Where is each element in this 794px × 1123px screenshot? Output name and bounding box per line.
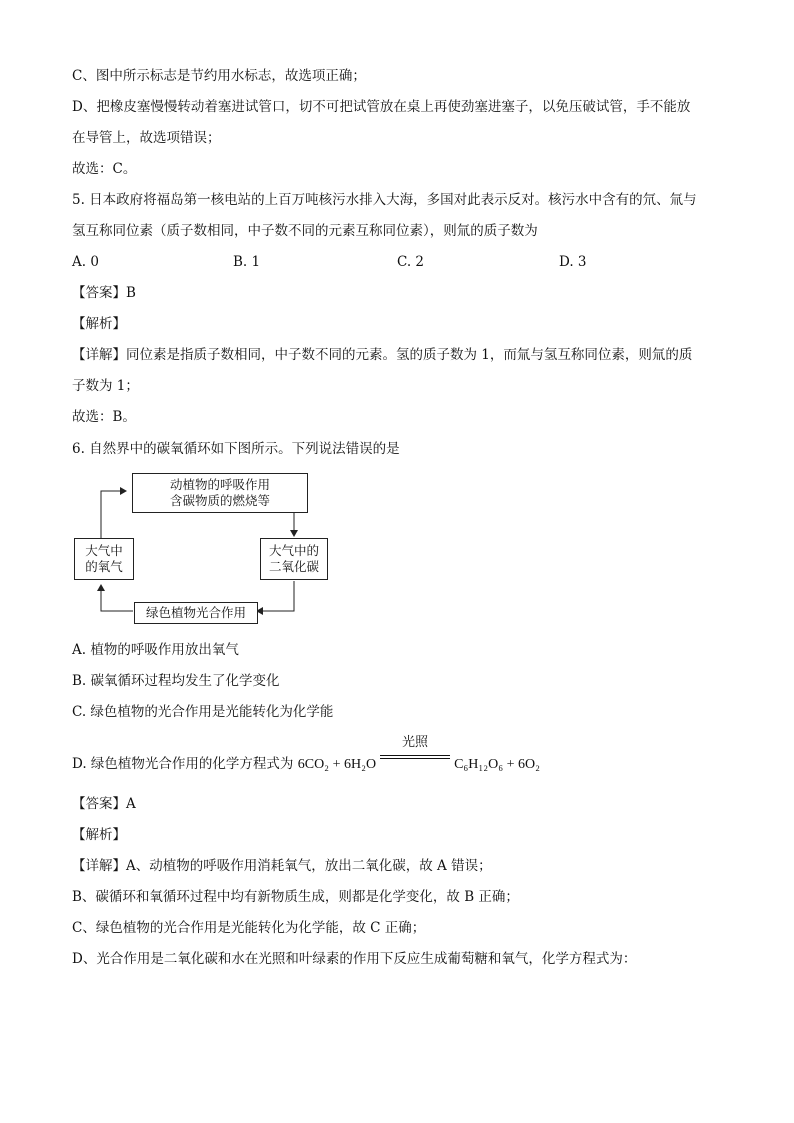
option-d: D. 3 xyxy=(559,254,587,270)
box-photosynthesis xyxy=(134,602,258,624)
arrow-left-to-top xyxy=(101,491,126,538)
box-top-line1: 动植物的呼吸作用 xyxy=(169,477,270,492)
q6-option-a: A. 植物的呼吸作用放出氧气 xyxy=(72,642,239,658)
detail-q6-c: C、绿色植物的光合作用是光能转化为化学能，故 C 正确； xyxy=(72,920,426,936)
box-top-line2: 含碳物质的燃烧等 xyxy=(169,493,270,508)
option-a: A. 0 xyxy=(72,254,99,270)
question-5: 5. 日本政府将福岛第一核电站的上百万吨核污水排入大海，多国对此表示反对。核污水中含有的氘、氚与 xyxy=(72,192,697,208)
q6-option-b: B. 碳氧循环过程均发生了化学变化 xyxy=(72,673,280,689)
q6-option-c: C. 绿色植物的光合作用是光能转化为化学能 xyxy=(72,704,334,720)
box-left-line2: 的氧气 xyxy=(85,559,123,574)
option-c-explanation: C、图中所示标志是节约用水标志，故选项正确； xyxy=(72,68,366,84)
option-d-explanation: D、把橡皮塞慢慢转动着塞进试管口，切不可把试管放在桌上再使劲塞进塞子，以免压破试管，手不能放 xyxy=(72,99,691,115)
answer-q4: 故选：C。 xyxy=(72,161,137,177)
detail-q5: 【详解】同位素是指质子数相同，中子数不同的元素。氢的质子数为 1，而氚与氢互称同位素，则氚的质 xyxy=(72,347,693,363)
equation-products: C₆H₁₂O₆ + 6O₂ xyxy=(454,757,541,772)
box-respiration-combustion xyxy=(132,473,308,513)
equation-condition xyxy=(376,735,454,770)
detail-q6-d: D、光合作用是二氧化碳和水在光照和叶绿素的作用下反应生成葡萄糖和氧气，化学方程式为： xyxy=(72,951,637,967)
answer-tag-q5: 【答案】B xyxy=(72,285,136,301)
detail-q5-cont: 子数为 1； xyxy=(72,378,139,394)
question-6: 6. 自然界中的碳氧循环如下图所示。下列说法错误的是 xyxy=(72,441,400,457)
question-5-cont: 氢互称同位素（质子数相同，中子数不同的元素互称同位素），则氚的质子数为 xyxy=(72,223,538,239)
box-left-line1: 大气中 xyxy=(85,543,123,558)
q6-option-d xyxy=(72,735,541,774)
equation-reactants: 6CO₂ + 6H₂O xyxy=(297,757,377,772)
carbon-oxygen-cycle-diagram xyxy=(70,470,340,630)
detail-q6-b: B、碳循环和氧循环过程中均有新物质生成，则都是化学变化，故 B 正确； xyxy=(72,889,519,905)
box-atmospheric-oxygen xyxy=(74,538,134,580)
box-bottom-label: 绿色植物光合作用 xyxy=(145,605,246,620)
box-right-line1: 大气中的 xyxy=(268,543,319,558)
photosynthesis-equation xyxy=(297,735,541,772)
option-d-explanation-cont: 在导管上，故选项错误； xyxy=(72,130,221,146)
answer-q5: 故选：B。 xyxy=(72,409,136,425)
answer-tag-q6: 【答案】A xyxy=(72,796,136,812)
arrow-bottom-to-left xyxy=(101,585,133,611)
equation-condition-label: 光照 xyxy=(402,735,429,750)
box-atmospheric-co2 xyxy=(260,538,328,580)
option-b: B. 1 xyxy=(233,254,261,270)
analysis-tag-q5: 【解析】 xyxy=(72,316,126,332)
option-c: C. 2 xyxy=(397,254,425,270)
box-right-line2: 二氧化碳 xyxy=(268,559,319,574)
detail-q6-a: 【详解】A、动植物的呼吸作用消耗氧气，放出二氧化碳，故 A 错误； xyxy=(72,858,492,874)
arrow-right-to-bottom xyxy=(257,581,294,611)
analysis-tag-q6: 【解析】 xyxy=(72,827,126,843)
q6-option-d-text: D. 绿色植物光合作用的化学方程式为 xyxy=(72,756,294,772)
